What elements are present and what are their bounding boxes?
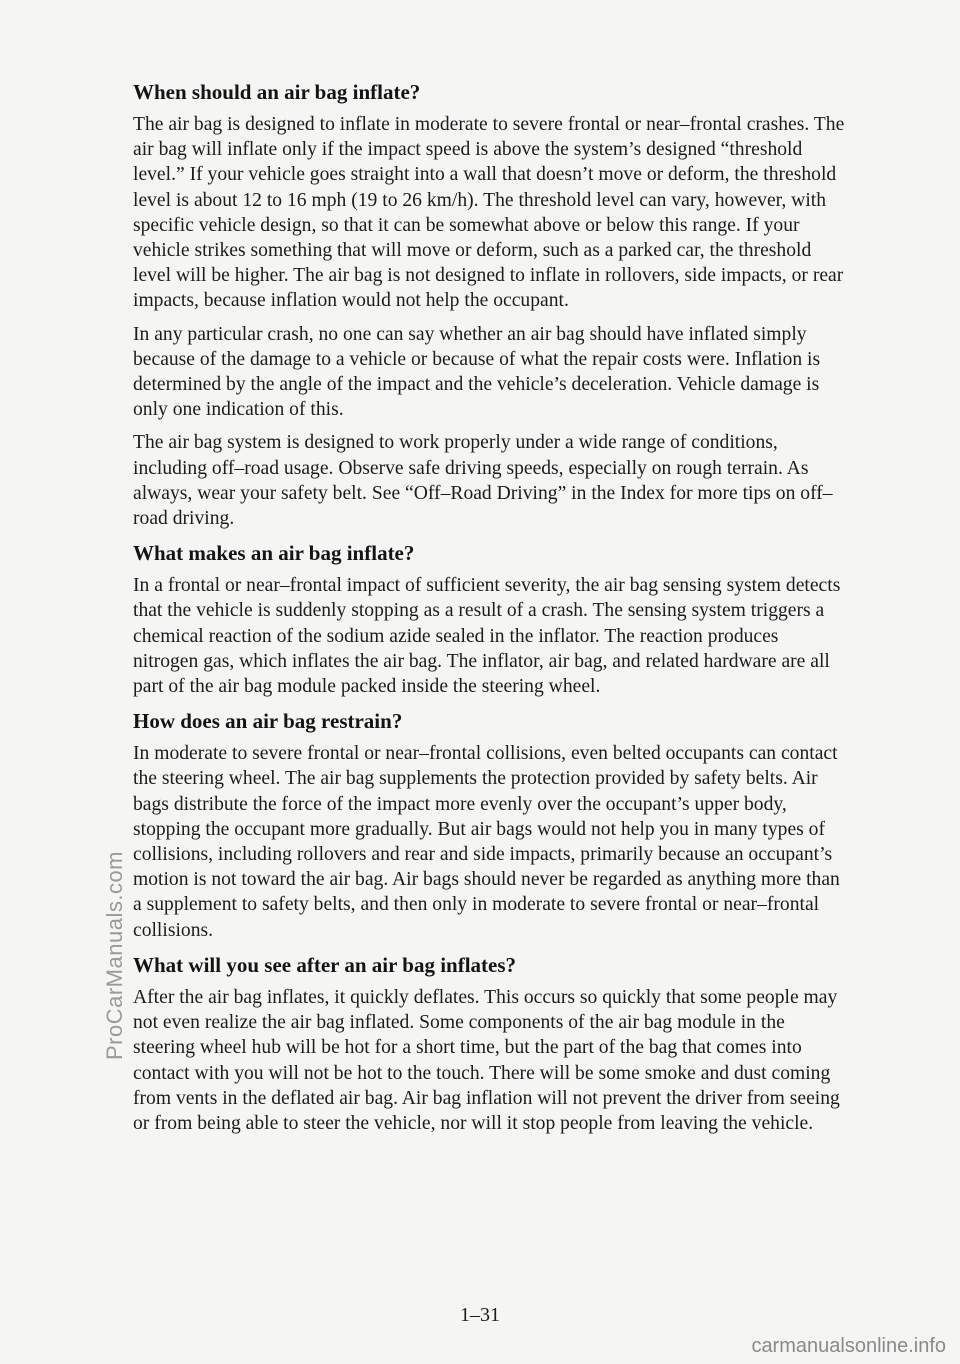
paragraph: The air bag is designed to inflate in moderate to severe frontal or near–frontal crashes. The air bag will inflate only if the impact speed is above the system’s designed “threshold level.” If your vehicle goes straight into a wall that doesn’t move or deform, the threshold level is about 12 to 16 mph (19 to 26 km/h). The threshold level can vary, however, with specific vehicle design, so that it can be somewhat above or below this range. If your vehicle strikes something that will move or deform, such as a parked car, the threshold level will be higher. The air bag is not designed to inflate in rollovers, side impacts, or rear impacts, because inflation would not help the occupant. bbox=[133, 114, 845, 312]
paragraph: In moderate to severe frontal or near–frontal collisions, even belted occupants can contact the steering wheel. The air bag supplements the protection provided by safety belts. Air bags distribute the force of the impact more evenly over the occupant’s upper body, stopping the occupant more gradually. But air bags would not help you in many types of collisions, including rollovers and rear and side impacts, primarily because an occupant’s motion is not toward the air bag. Air bags should never be regarded as anything more than a supplement to safety belts, and then only in moderate to severe frontal or near–frontal collisions. bbox=[133, 743, 840, 941]
section-heading-restrain: How does an air bag restrain? bbox=[133, 709, 403, 734]
section-heading-after-inflate: What will you see after an air bag inflates? bbox=[133, 952, 517, 977]
page-content bbox=[133, 78, 848, 1144]
paragraph: In a frontal or near–frontal impact of sufficient severity, the air bag sensing system detects that the vehicle is suddenly stopping as a result of a crash. The sensing system triggers a chemical reaction of the sodium azide sealed in the inflator. The reaction produces nitrogen gas, which inflates the air bag. The inflator, air bag, and related hardware are all part of the air bag module packed inside the steering wheel. bbox=[133, 575, 841, 698]
page-number: 1–31 bbox=[460, 1304, 500, 1326]
section-heading-inflate-what: What makes an air bag inflate? bbox=[133, 541, 415, 566]
section-heading-inflate-when: When should an air bag inflate? bbox=[133, 80, 421, 104]
paragraph: The air bag system is designed to work properly under a wide range of conditions, including off–road usage. Observe safe driving speeds, especially on rough terrain. As always, wear your safety belt. See “Off–Road Driving” in the Index for more tips on off–road driving. bbox=[133, 432, 833, 530]
paragraph: After the air bag inflates, it quickly deflates. This occurs so quickly that some people may not even realize the air bag inflated. Some components of the air bag module in the steering wheel hub will be hot for a short time, but the part of the bag that comes into contact with you will not be hot to the touch. There will be some smoke and dust coming from vents in the deflated air bag. Air bag inflation will not prevent the driver from seeing or from being able to steer the vehicle, nor will it stop people from leaving the vehicle. bbox=[133, 986, 840, 1134]
paragraph: In any particular crash, no one can say whether an air bag should have inflated simply because of the damage to a vehicle or because of what the repair costs were. Inflation is determined by the angle of the impact and the vehicle’s deceleration. Vehicle damage is only one indication of this. bbox=[133, 323, 821, 421]
side-watermark: ProCarManuals.com bbox=[102, 850, 127, 1060]
footer-watermark: carmanualsonline.info bbox=[751, 1335, 946, 1357]
